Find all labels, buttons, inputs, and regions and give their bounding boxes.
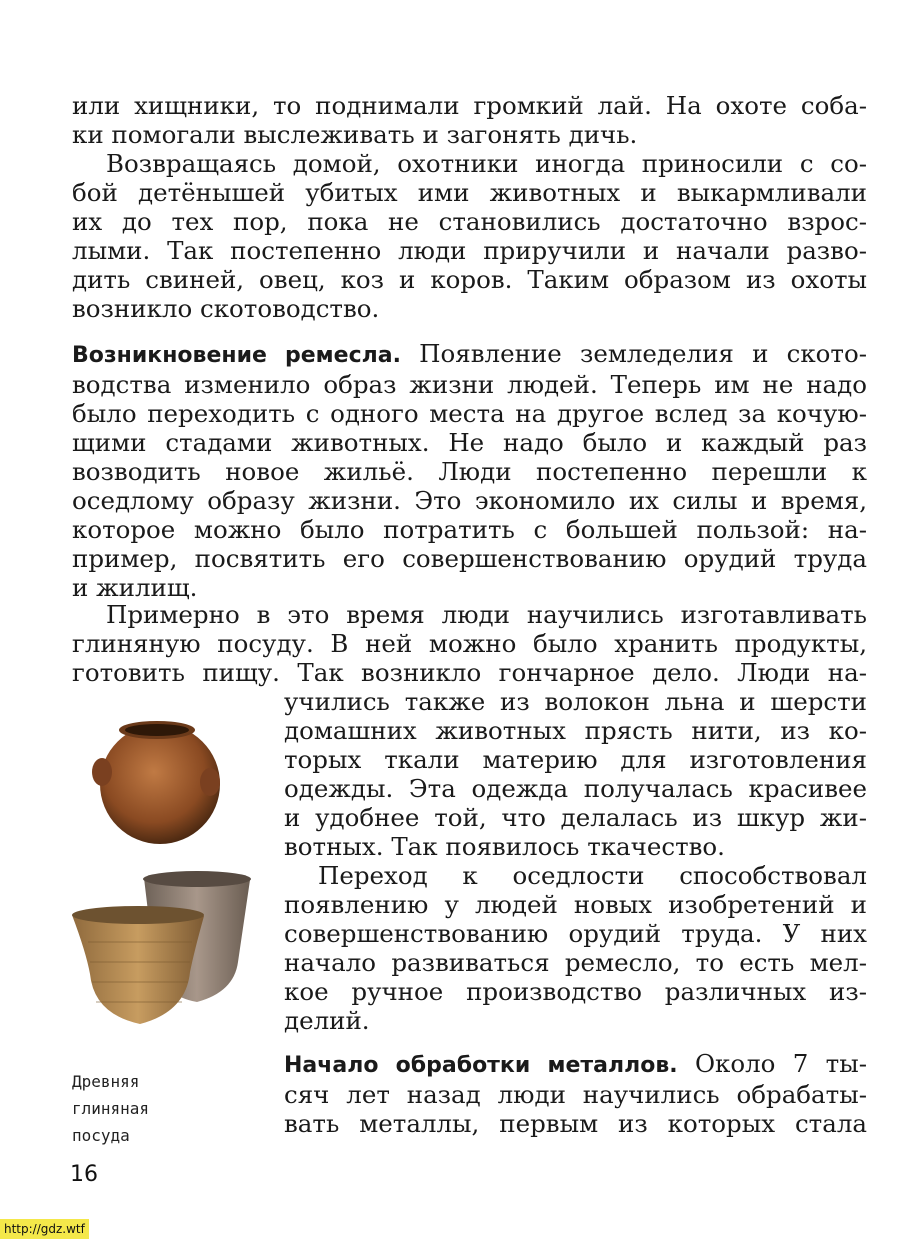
- caption-line: Древняя: [72, 1072, 140, 1091]
- text-line: делий.: [284, 1006, 370, 1035]
- text-line: и удобнее той, что делалась из шкур жи-: [284, 803, 867, 832]
- caption-line: посуда: [72, 1126, 130, 1145]
- text-line: которое можно было потратить с большей пользой: на-: [72, 515, 867, 544]
- text-line: совершенствованию орудий труда. У них: [284, 919, 867, 948]
- text-line: Переход к оседлости способствовал: [318, 861, 867, 890]
- paragraph-transition: [284, 861, 867, 1035]
- text-line: Возвращаясь домой, охотники иногда приносили с со-: [106, 149, 867, 178]
- section-heading-metals: Начало обработки металлов.: [284, 1053, 678, 1078]
- text-line: вотных. Так появилось ткачество.: [284, 832, 725, 861]
- text-line: лыми. Так постепенно люди приручили и начали разво-: [72, 236, 867, 265]
- page-number: 16: [70, 1162, 98, 1187]
- text-line: водства изменило образ жизни людей. Теперь им не надо: [72, 370, 867, 399]
- paragraph-weaving: [284, 687, 867, 861]
- text-line: или хищники, то поднимали громкий лай. На охоте соба-: [72, 91, 867, 120]
- text-line: появлению у людей новых изобретений и: [284, 890, 867, 919]
- text-line: было переходить с одного места на другое вслед за кочую-: [72, 399, 867, 428]
- text-line: оседлому образу жизни. Это экономило их силы и время,: [72, 486, 867, 515]
- paragraph-crafts: [72, 339, 867, 602]
- text-line: торых ткали материю для изготовления: [284, 745, 867, 774]
- text-line: одежды. Эта одежда получалась красивее: [284, 774, 867, 803]
- text-line: пример, посвятить его совершенствованию орудий труда: [72, 544, 867, 573]
- text-line: учились также из волокон льна и шерсти: [284, 687, 867, 716]
- text-line: возводить новое жильё. Люди постепенно перешли к: [72, 457, 867, 486]
- paragraph-intro: [72, 91, 867, 149]
- text-line: кое ручное производство различных из-: [284, 977, 867, 1006]
- text-line: вать металлы, первым из которых стала: [284, 1109, 867, 1138]
- text-line: бой детёнышей убитых ими животных и выкармливали: [72, 178, 867, 207]
- text-line: сяч лет назад люди научились обрабаты-: [284, 1080, 867, 1109]
- paragraph-domestication: [72, 149, 867, 323]
- text-line: глиняную посуду. В ней можно было хранить продукты,: [72, 629, 867, 658]
- section-heading-crafts: Возникновение ремесла.: [72, 343, 401, 368]
- paragraph-pottery: [72, 600, 867, 687]
- pottery-image: [62, 712, 262, 1032]
- heading-line-rest: Около 7 ты-: [677, 1049, 867, 1078]
- text-line: и жилищ.: [72, 573, 198, 602]
- image-caption: [72, 1068, 149, 1149]
- text-line: готовить пищу. Так возникло гончарное дело. Люди на-: [72, 658, 867, 687]
- text-line: возникло скотоводство.: [72, 294, 380, 323]
- text-line: начало развиваться ремесло, то есть мел-: [284, 948, 867, 977]
- text-line: их до тех пор, пока не становились достаточно взрос-: [72, 207, 867, 236]
- text-line: ки помогали выслеживать и загонять дичь.: [72, 120, 638, 149]
- heading-line-rest: Появление земледелия и ското-: [400, 339, 867, 368]
- caption-line: глиняная: [72, 1099, 150, 1118]
- text-line: домашних животных прясть нити, из ко-: [284, 716, 867, 745]
- site-link[interactable]: http://gdz.wtf: [0, 1219, 89, 1239]
- text-line: дить свиней, овец, коз и коров. Таким образом из охоты: [72, 265, 867, 294]
- text-line: щими стадами животных. Не надо было и каждый раз: [72, 428, 867, 457]
- text-line: Примерно в это время люди научились изготавливать: [106, 600, 867, 629]
- paragraph-metals: [284, 1049, 867, 1138]
- text-line: [72, 339, 867, 370]
- text-line: [284, 1049, 867, 1080]
